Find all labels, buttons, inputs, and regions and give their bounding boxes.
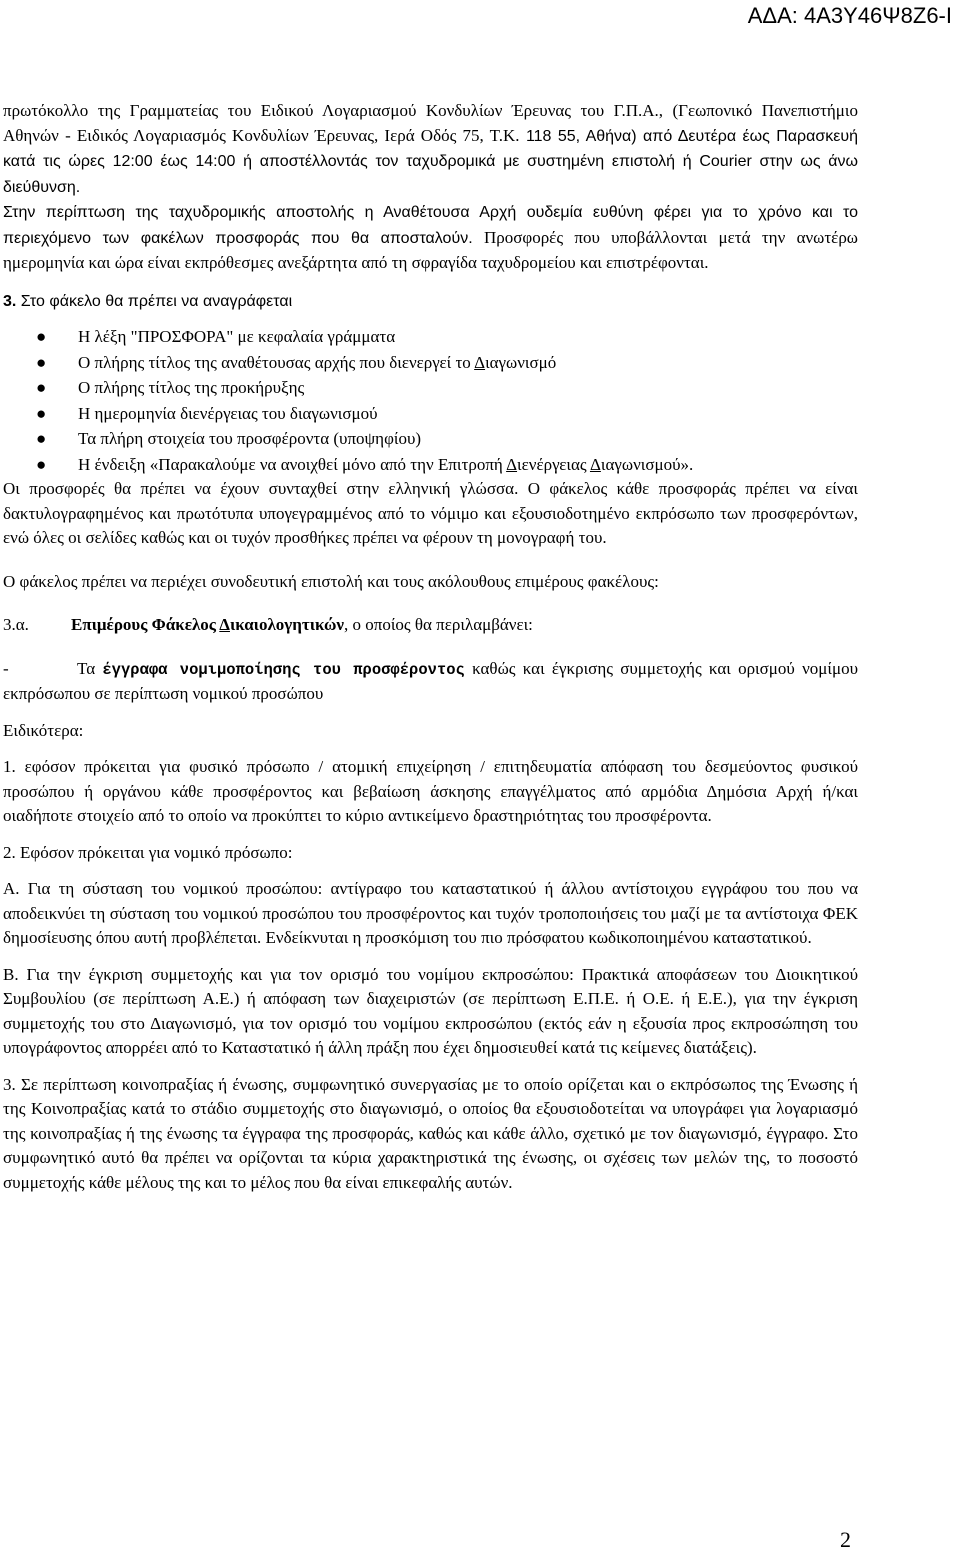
section-3-heading [3, 290, 858, 315]
bullet-icon: ● [36, 327, 47, 346]
bullet-icon: ● [36, 429, 47, 448]
subsection-heading: 3.α. Επιμέρους Φάκελος Δικαιολογητικών, ο οποίος θα περιλαμβάνει: [3, 613, 858, 638]
point-2: 2. Εφόσον πρόκειται για νομικό πρόσωπο: [3, 842, 293, 862]
document-body [3, 99, 858, 1195]
bullet-icon: ● [36, 454, 47, 474]
list-item: ● Η ένδειξη «Παρακαλούμε να ανοιχθεί μόνο από την Επιτροπή Διενέργειας Διαγωνισμού». [3, 452, 858, 478]
bold-phrase: έγγραφα νομιμοποίησης του προσφέροντος [102, 660, 465, 679]
page-number: 2 [840, 1527, 851, 1552]
intro-line-3: Στην περίπτωση της ταχυδρομικής αποστολής η Αναθέτουσα Αρχή ουδεμία ευθύνη φέρει για το χρόνο και το περιεχόμενο των φακέλων προσφοράς που θα αποσταλούν. [3, 204, 858, 247]
subsection-title: Επιμέρους Φάκελος Δικαιολογητικών [71, 615, 344, 634]
intro-line-2: 118 55, Αθήνα) από Δευτέρα έως Παρασκευή κατά τις ώρες 12:00 έως 14:00 ή αποστέλλοντάς τον ταχυδρομικά με συστημένη επιστολή ή Courier στην ως άνω διεύθυνση. [3, 127, 859, 196]
list-item: ● Η λέξη "ΠΡΟΣΦΟΡΑ" με κεφαλαία γράμματα [3, 324, 858, 350]
point-a: Α. Για τη σύσταση του νομικού προσώπου: αντίγραφο του καταστατικού ή άλλου αντίστοιχου εγγράφου του που να αποδεικνύει τη σύσταση του νομικού προσώπου του προσφέροντος και τυχόν τροποποιήσεις του μαζί με τα αντίστοιχα ΦΕΚ δημοσίευσης όπου αυτή προβλέπεται. Ενδείκνυται η προσκόμιση του πιο πρόσφατου κωδικοποιημένου καταστατικού. [3, 879, 858, 947]
intro-line-1: πρωτόκολλο της Γραμματείας του Ειδικού Λογαριασμού Κονδυλίων Έρευνας του Γ.Π.Α., (Γεωπονικό Πανεπιστήμιο Αθηνών - Ειδικός Λογαριασμός Κονδυλίων Έρευνας, Ιερά Οδός 75, Τ.Κ. [3, 101, 858, 145]
list-item: ● Ο πλήρης τίτλος της προκήρυξης [3, 375, 858, 401]
subsection-number: 3.α. [3, 615, 29, 634]
list-item: ● Ο πλήρης τίτλος της αναθέτουσας αρχής που διενεργεί το Διαγωνισμό [3, 350, 858, 376]
section-3-number: 3. [3, 292, 17, 310]
bullet-icon: ● [36, 378, 47, 397]
dash-marker: - [3, 658, 9, 678]
list-item: ● Τα πλήρη στοιχεία του προσφέροντα (υποψηφίου) [3, 426, 858, 452]
legal-documents-paragraph: - Τα έγγραφα νομιμοποίησης του προσφέροντος καθώς και έγκρισης συμμετοχής και ορισμού νομίμου εκπρόσωπου σε περίπτωση νομικού προσώπου [3, 658, 858, 703]
section-3-title: Στο φάκελο θα πρέπει να αναγράφεται [16, 292, 293, 310]
bullet-icon: ● [36, 403, 47, 423]
list-item: ● Η ημερομηνία διενέργειας του διαγωνισμού [3, 401, 858, 427]
language-paragraph: Οι προσφορές θα πρέπει να έχουν συνταχθεί στην ελληνική γλώσσα. Ο φάκελος κάθε προσφοράς πρέπει να είναι δακτυλογραφημένος και πρωτότυπα υπογεγραμμένος από το νόμιμο και εξουσιοδοτημένο εκπρόσωπο των προσφερόντων, ενώ όλες οι σελίδες καθώς και οι τυχόν προσθήκες πρέπει να φέρουν τη μονογραφή του. [3, 479, 858, 547]
ada-watermark: ΑΔΑ: 4Α3Υ46Ψ8Ζ6-Ι [747, 3, 952, 28]
point-3: 3. Σε περίπτωση κοινοπραξίας ή ένωσης, συμφωνητικό συνεργασίας με το οποίο ορίζεται και ο εκπρόσωπος της Ένωσης ή της Κοινοπραξίας κατά το στάδιο συμμετοχής στο διαγωνισμό, ο οποίος θα εξουσιοδοτείται να υπογράφει για λογαριασμό της κοινοπραξίας ή της ένωσης τα έγγραφα της προσφοράς, καθώς και κάθε άλλο, σχετικό με τον διαγωνισμό, έγγραφο. Στο συμφωνητικό αυτό θα πρέπει να ορίζονται τα κύρια χαρακτηριστικά της ένωσης, οι σχέσεις των μελών της, το ποσοστό συμμετοχής κάθε μέλους της και το μέλος που θα είναι επικεφαλής αυτών. [3, 1074, 858, 1192]
point-1: 1. εφόσον πρόκειται για φυσικό πρόσωπο / ατομική επιχείρηση / επιτηδευματία απόφαση του δεσμεύοντος φυσικού προσώπου ή οργάνου κάθε προσφέροντος και βεβαίωση άσκησης επαγγέλματος από αρμόδια Δημόσια Αρχή ή/και οιαδήποτε στοιχείο από το οποίο να προκύπτει το κύριο αντικείμενο δραστηριότητας του προσφέροντα. [3, 757, 858, 825]
specifically-label: Ειδικότερα: [3, 720, 84, 740]
bullet-icon: ● [36, 352, 47, 372]
point-b: Β. Για την έγκριση συμμετοχής και για τον ορισμό του νομίμου εκπροσώπου: Πρακτικά αποφάσεων του Διοικητικού Συμβουλίου (σε περίπτωση Α.Ε.) ή απόφαση των διαχειριστών (σε περίπτωση Ε.Π.Ε. ή Ο.Ε. ή Ε.Ε.), για την έγκριση συμμετοχής του στο Διαγωνισμό, για τον ορισμό του νομίμου εκπροσώπου (εκτός εάν η εξουσία προς εκπροσώπηση του υπογράφοντος απορρέει από το Καταστατικό ή άλλη πράξη που έχει δημοσιευθεί κατά τις κείμενες διατάξεις). [3, 964, 858, 1057]
intro-line-4: Προσφορές που υποβάλλονται μετά την ανωτέρω ημερομηνία και ώρα είναι εκπρόθεσμες ανεξάρτητα από τη σφραγίδα ταχυδρομείου και επιστρέφονται. [3, 227, 858, 272]
envelope-requirements-list [3, 324, 858, 477]
envelope-paragraph: Ο φάκελος πρέπει να περιέχει συνοδευτική επιστολή και τους ακόλουθους επιμέρους φακέλους: [3, 571, 659, 591]
intro-paragraph [3, 99, 858, 276]
